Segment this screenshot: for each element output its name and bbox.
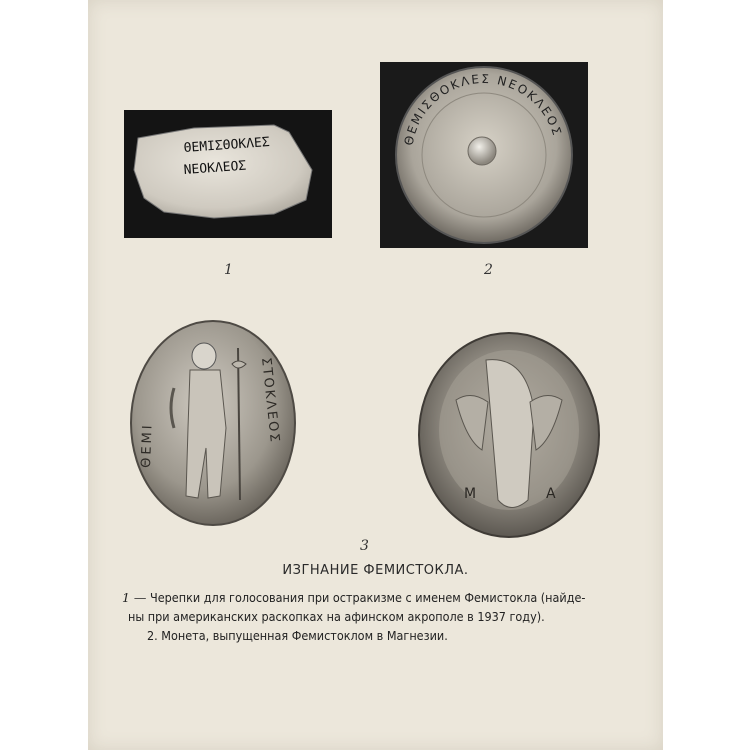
caption-title: ИЗГНАНИЕ ФЕМИСТОКЛА. bbox=[282, 563, 469, 578]
ostrakon-photo bbox=[124, 110, 332, 238]
caption-line-3: 2. Монета, выпущенная Фемистоклом в Магнезии. bbox=[147, 628, 448, 643]
figure-number-1: 1 bbox=[224, 262, 233, 278]
voting-disk-photo bbox=[380, 62, 588, 248]
disk-inscription: ΘΕΜΙΣΘΟΚΛΕΣ ΝΕΟΚΛΕΟΣ bbox=[401, 71, 565, 147]
caption-body bbox=[122, 588, 642, 645]
ostrakon-inscription-line1: ΘΕΜΙΣΘΟΚΛΕΣ bbox=[183, 135, 271, 156]
coin-reverse-photo bbox=[416, 330, 602, 540]
caption-line-1 bbox=[122, 588, 642, 607]
ostrakon-inscription-line2: ΝΕΟΚΛΕΟΣ bbox=[183, 158, 247, 178]
caption-line-2: ны при американских раскопках на афинском акрополе в 1937 году). bbox=[128, 609, 545, 624]
caption-item1-text: Черепки для голосования при остракизме с именем Фемистокла (найде- bbox=[150, 590, 586, 605]
obverse-legend-right: ΣΤΟΚΛΕΟΣ bbox=[258, 356, 282, 445]
reverse-letter-left: Μ bbox=[464, 486, 477, 502]
figure-number-3: 3 bbox=[360, 538, 369, 554]
obverse-legend-left: ΘΕΜΙ bbox=[139, 422, 156, 469]
reverse-letter-right: Α bbox=[546, 486, 556, 502]
figure-number-2: 2 bbox=[484, 262, 493, 278]
caption-item1-number: 1 — bbox=[122, 590, 147, 605]
coin-obverse-photo bbox=[128, 318, 298, 528]
